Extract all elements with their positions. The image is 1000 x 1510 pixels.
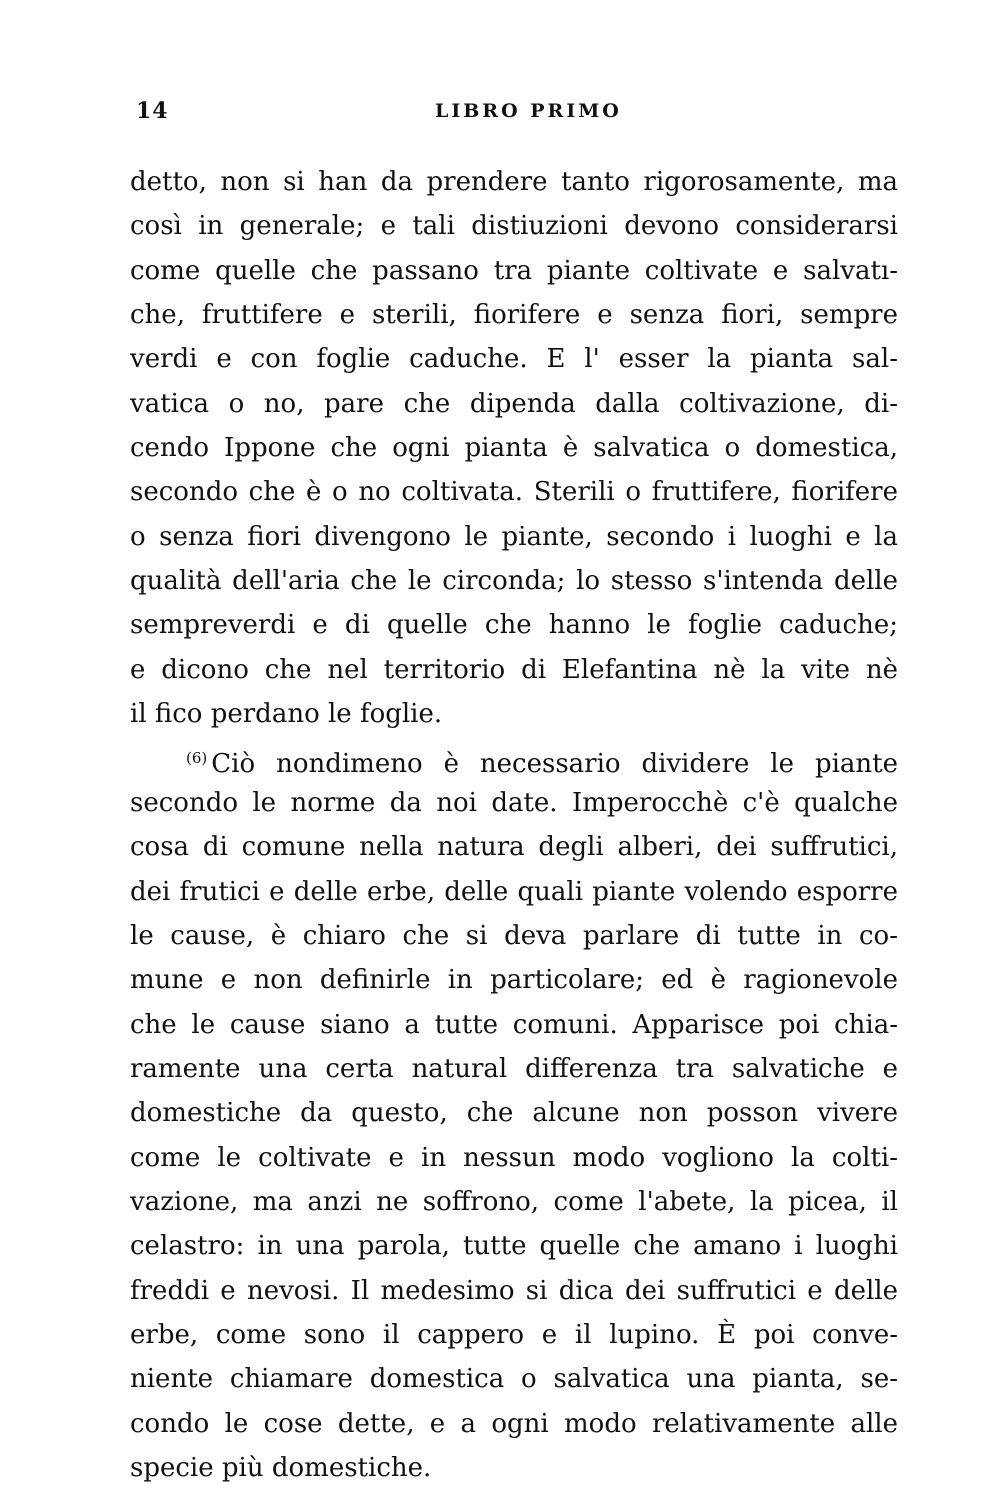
text-line: specie più domestiche.: [130, 1452, 432, 1483]
text-line: qualità dell'aria che le circonda; lo stesso s'intenda delle: [130, 566, 898, 597]
text-line: celastro: in una parola, tutte quelle che amano i luoghi: [130, 1231, 898, 1262]
text-line: [130, 736, 898, 780]
text-line: vazione, ma anzi ne soffrono, come l'abete, la picea, il: [130, 1186, 898, 1217]
text-line: e dicono che nel territorio di Elefantina nè la vite nè: [130, 654, 898, 685]
text-line: cosa di comune nella natura degli alberi, dei suffrutici,: [130, 832, 898, 863]
text-line: secondo che è o no coltivata. Sterili o fruttifere, fiorifere: [130, 477, 898, 508]
text-line: che, fruttifere e sterili, fiorifere e senza fiori, sempre: [130, 300, 898, 331]
text-line-content: Ciò nondimeno è necessario dividere le piante: [211, 749, 898, 780]
text-line: mune e non definirle in particolare; ed è ragionevole: [130, 965, 898, 996]
text-line: verdi e con foglie caduche. E l' esser la pianta sal-: [130, 344, 898, 375]
text-line: sempreverdi e di quelle che hanno le foglie caduche;: [130, 610, 898, 641]
text-line: così in generale; e tali distiuzioni devono considerarsi: [130, 211, 898, 242]
text-line: domestiche da questo, che alcune non posson vivere: [130, 1098, 898, 1129]
text-line: erbe, come sono il cappero e il lupino. È poi conve-: [130, 1319, 898, 1350]
text-line: che le cause siano a tutte comuni. Apparisce poi chia-: [130, 1009, 898, 1040]
page-header: [0, 98, 1000, 138]
text-line: ramente una certa natural differenza tra salvatiche e: [130, 1053, 898, 1084]
body-text: [130, 160, 898, 1490]
text-line: dei frutici e delle erbe, delle quali piante volendo esporre: [130, 876, 898, 907]
text-line: detto, non si han da prendere tanto rigorosamente, ma: [130, 167, 898, 197]
paragraph: [130, 736, 898, 1490]
running-title: LIBRO PRIMO: [435, 100, 622, 122]
text-line: niente chiamare domestica o salvatica una pianta, se-: [130, 1364, 898, 1395]
section-marker: (6): [186, 749, 208, 768]
text-line: o senza fiori divengono le piante, secondo i luoghi e la: [130, 521, 898, 552]
paragraph: [130, 160, 898, 736]
text-line: condo le cose dette, e a ogni modo relativamente alle: [130, 1408, 898, 1439]
text-line: secondo le norme da noi date. Imperocchè c'è qualche: [130, 787, 898, 818]
text-line: le cause, è chiaro che si deva parlare di tutte in co-: [130, 920, 898, 951]
text-line: come le coltivate e in nessun modo vogliono la colti-: [130, 1142, 898, 1173]
text-line: come quelle che passano tra piante coltivate e salvatı-: [130, 255, 898, 286]
text-line: vatica o no, pare che dipenda dalla coltivazione, di-: [130, 388, 898, 419]
text-line: il fico perdano le foglie.: [130, 699, 443, 730]
text-line: cendo Ippone che ogni pianta è salvatica o domestica,: [130, 433, 898, 464]
page-number: 14: [136, 98, 169, 124]
text-line: freddi e nevosi. Il medesimo si dica dei suffrutici e delle: [130, 1275, 898, 1306]
